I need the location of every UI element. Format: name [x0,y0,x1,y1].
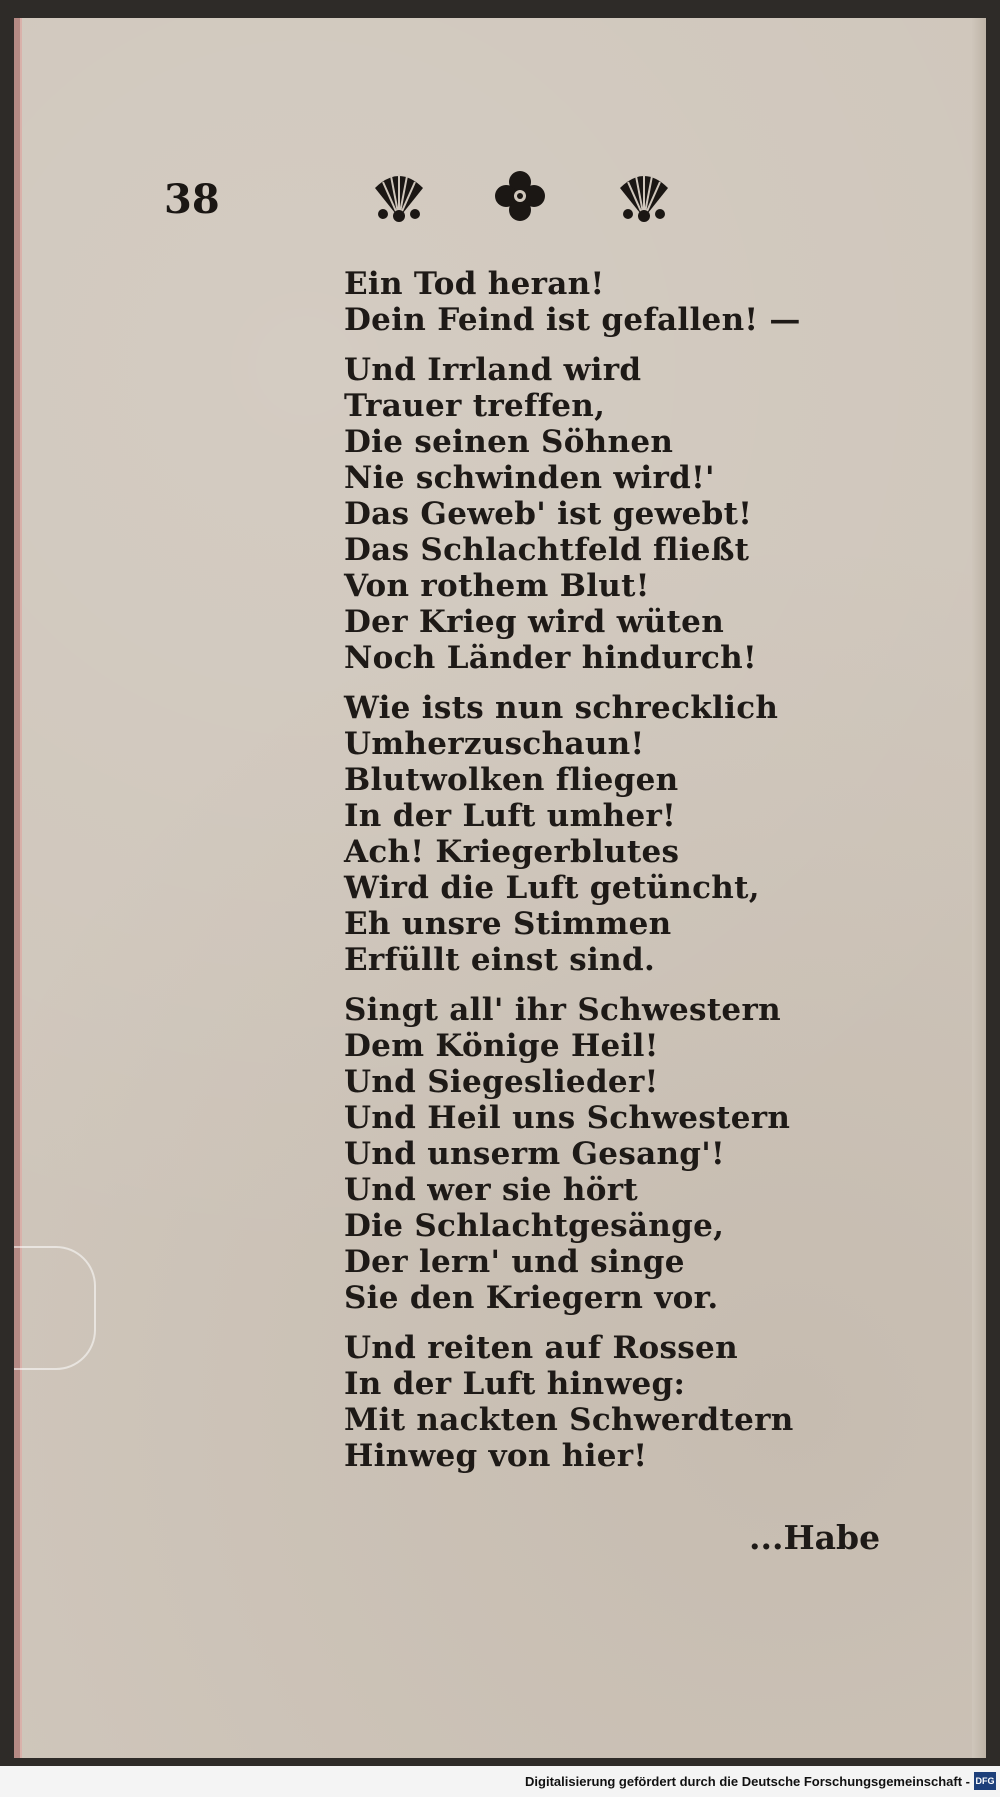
verse-line: Blutwolken fliegen [344,762,679,798]
verse-line: Die seinen Söhnen [344,424,674,460]
verse-line: Ein Tod heran! [344,266,605,302]
verse-line: Umherzuschaun! [344,726,645,762]
page-clip-tab [14,1246,96,1370]
page-edge [972,18,986,1758]
dfg-logo: DFG [974,1772,996,1790]
verse-line: Trauer treffen, [344,388,606,424]
fan-ornament-icon [369,168,429,224]
verse-line: Erfüllt einst sind. [344,942,656,978]
verse-line: Der Krieg wird wüten [344,604,725,640]
stanza [344,690,784,978]
verse-line: Wie ists nun schrecklich [344,690,779,726]
verse-line: Dem Könige Heil! [344,1028,659,1064]
verse-line: In der Luft umher! [344,798,677,834]
flower-ornament-icon [494,170,546,222]
fan-ornament-icon [614,168,674,224]
stanza [344,1330,794,1474]
verse-line: Die Schlachtgesänge, [344,1208,725,1244]
stanza [344,352,784,676]
verse-line: Hinweg von hier! [344,1438,648,1474]
verse-line: Das Geweb' ist gewebt! [344,496,753,532]
verse-line: Der lern' und singe [344,1244,685,1280]
verse-line: Sie den Kriegern vor. [344,1280,719,1316]
funding-notice: Digitalisierung gefördert durch die Deutsche Forschungsgemeinschaft - [525,1774,970,1789]
book-page [14,18,986,1758]
verse-line: Und Heil uns Schwestern [344,1100,791,1136]
verse-line: Und wer sie hört [344,1172,638,1208]
verse-line: Nie schwinden wird!' [344,460,715,496]
verse-line: Singt all' ihr Schwestern [344,992,781,1028]
verse-line: Noch Länder hindurch! [344,640,757,676]
verse-line: Dein Feind ist gefallen! — [344,302,801,338]
verse-line: Und reiten auf Rossen [344,1330,738,1366]
page-header [164,168,724,228]
verse-line: Ach! Kriegerblutes [344,834,680,870]
stanza [344,992,791,1316]
verse-line: Eh unsre Stimmen [344,906,672,942]
stanza [344,266,801,338]
verse-line: Und Irrland wird [344,352,642,388]
verse-line: Mit nackten Schwerdtern [344,1402,794,1438]
verse-line: In der Luft hinweg: [344,1366,686,1402]
verse-line: Wird die Luft getüncht, [344,870,760,906]
page-number: 38 [164,176,220,223]
footer-bar [0,1766,1000,1797]
verse-line: Und unserm Gesang'! [344,1136,725,1172]
poem-text [344,266,801,1488]
catchword: ...Habe [749,1518,881,1557]
verse-line: Das Schlachtfeld fließt [344,532,750,568]
verse-line: Von rothem Blut! [344,568,650,604]
verse-line: Und Siegeslieder! [344,1064,659,1100]
